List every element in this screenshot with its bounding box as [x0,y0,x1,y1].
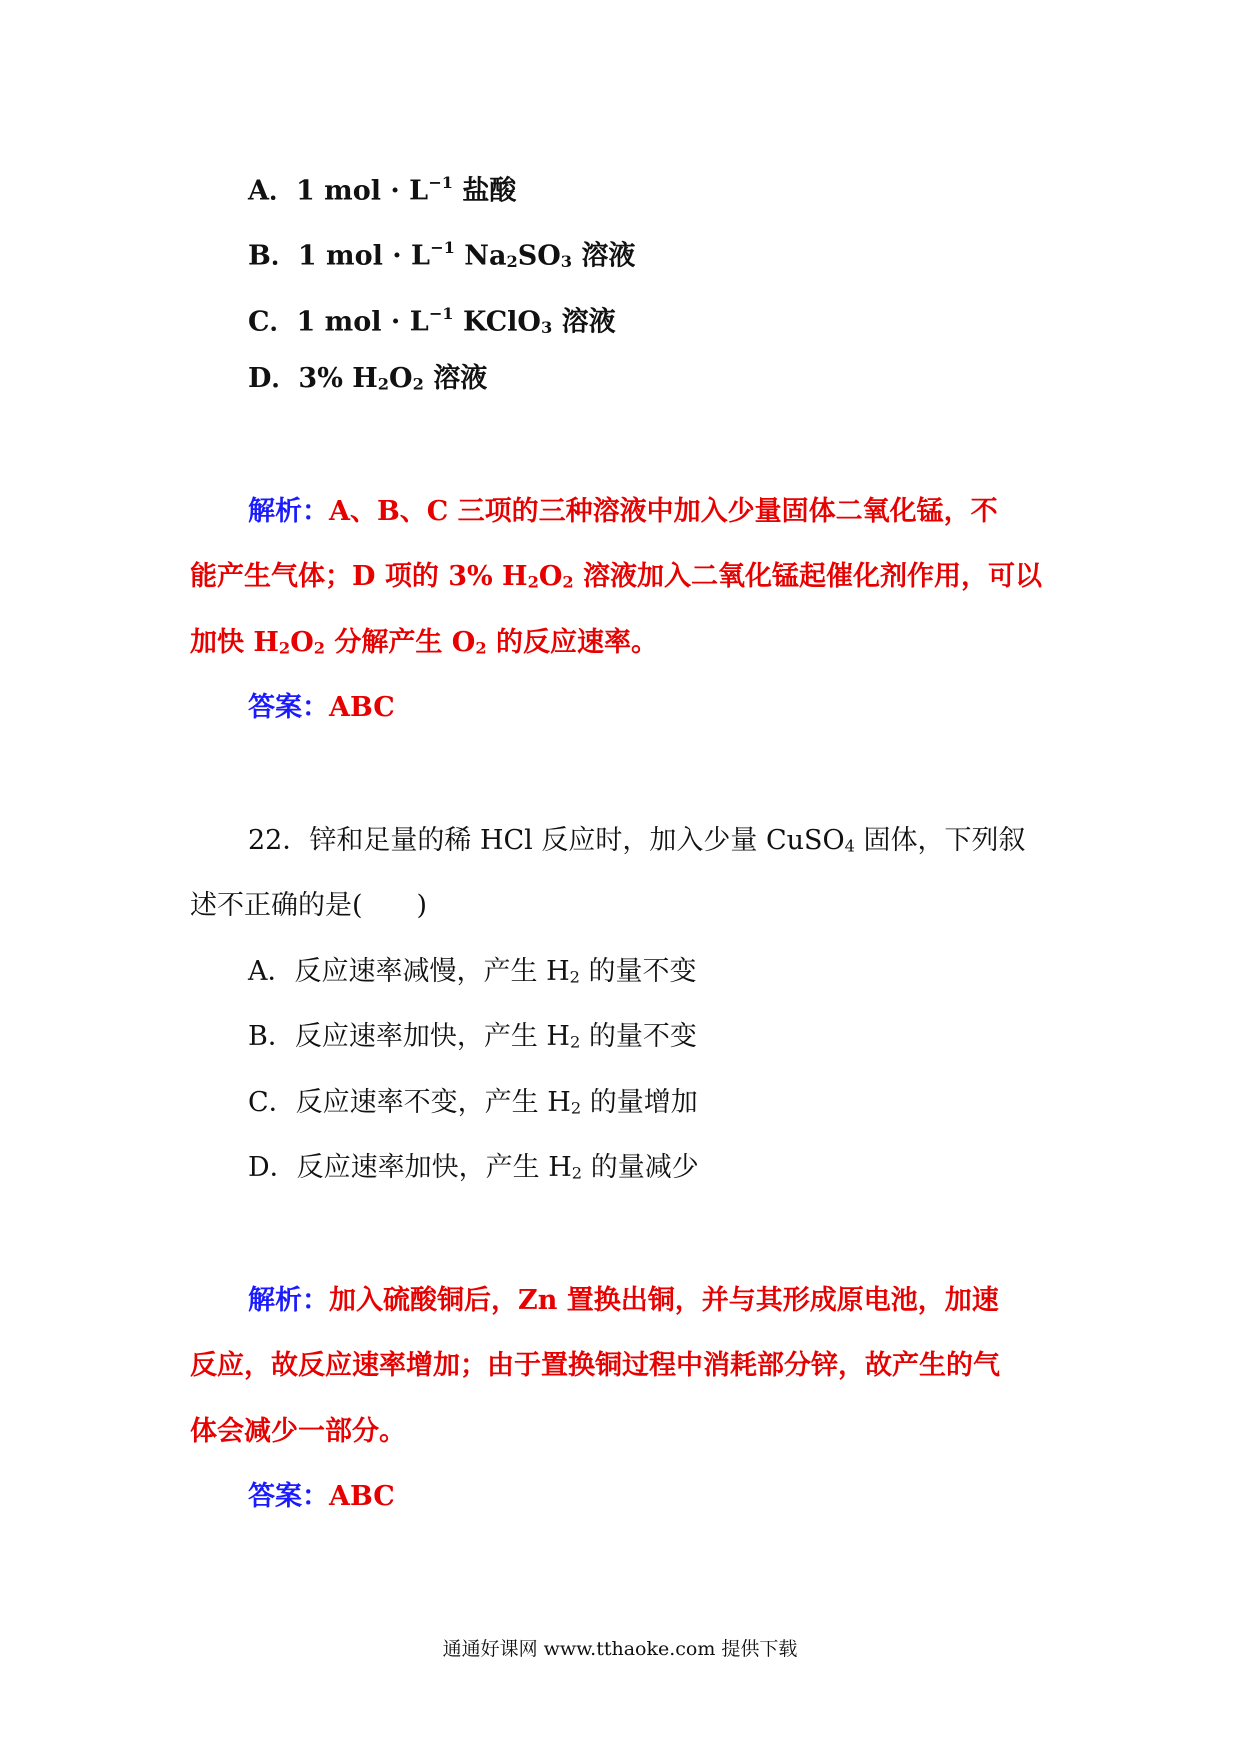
q22-option-c: C．反应速率不变，产生 $H_2$ 的量增加 [248,1087,698,1118]
q22-option-d: D．反应速率加快，产生 $H_2$ 的量减少 [248,1152,699,1183]
q22-answer-value: ABC [329,1481,395,1512]
q22-answer [248,1479,395,1515]
q21-answer-label: 答案： [248,692,329,723]
q22-stem-line-2: 述不正确的是( ) [190,890,428,921]
q22-option-b: B．反应速率加快，产生 $H_2$ 的量不变 [248,1021,697,1052]
q22-option-a: A．反应速率减慢，产生 $H_2$ 的量不变 [248,956,697,987]
q22-analysis-line-3: 体会减少一部分。 [190,1416,406,1447]
q22-answer-label: 答案： [248,1481,329,1512]
q21-answer [248,690,395,726]
q21-analysis-line-3: 加快 $H_2O_2$ 分解产生 $O_2$ 的反应速率。 [190,627,658,658]
q22-analysis-label: 解析： [248,1285,329,1316]
q21-option-b: B．1 mol · $L^{-1}$ $Na_2SO_3$ 溶液 [248,238,636,272]
q22-analysis-line-2: 反应，故反应速率增加；由于置换铜过程中消耗部分锌，故产生的气 [190,1350,1000,1381]
q21-analysis-label: 解析： [248,496,329,527]
page-footer: 通通好课网 www.tthaoke.com 提供下载 [442,1638,798,1660]
q21-option-c: C．1 mol · $L^{-1}$ KClO$_3$ 溶液 [248,304,616,338]
q21-option-a: A．1 mol · $L^{-1}$ 盐酸 [248,173,517,207]
q22-stem-line-1: 22．锌和足量的稀 HCl 反应时，加入少量 CuSO$_4$ 固体，下列叙 [248,825,1026,856]
q21-analysis-line-2: 能产生气体；D 项的 3% $H_2O_2$ 溶液加入二氧化锰起催化剂作用，可以 [190,561,1043,592]
q21-analysis-line-1: 解析：A、B、C 三项的三种溶液中加入少量固体二氧化锰，不 [248,496,998,527]
q21-answer-value: ABC [329,692,395,723]
q22-analysis-line-1: 解析：加入硫酸铜后，Zn 置换出铜，并与其形成原电池，加速 [248,1285,999,1316]
q21-option-d: D．3% $H_2O_2$ 溶液 [248,363,488,394]
